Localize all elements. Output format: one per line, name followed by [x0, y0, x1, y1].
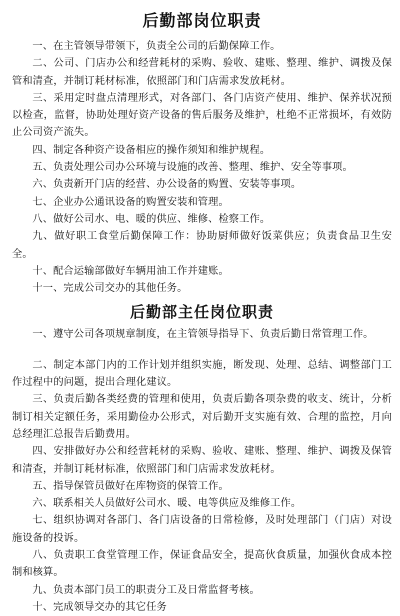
section1-item-11: 十一、完成公司交办的其他任务。: [32, 283, 188, 295]
section1-item-2: 二、公司、门店办公和经营耗材的采购、验收、建账、整理、维护、调拨及保管和清查，并制订耗材标准，依照部门和门店需求发放耗材。: [12, 58, 392, 87]
section1-item-10: 十、配合运输部做好车辆用油工作并建账。: [32, 265, 229, 277]
section2-item-8: 八、负责职工食堂管理工作，保证食品安全，提高伙食质量，加强伙食成本控制和核算。: [12, 550, 392, 579]
section2-item-5: 五、指导保管员做好在库物资的保管工作。: [32, 480, 229, 492]
section1-item-9: 九、做好职工食堂后勤保障工作：协助厨师做好饭菜供应；负责食品卫生安全。: [12, 231, 392, 260]
section1-item-3: 三、采用定时盘点清理形式，对各部门、各门店资产使用、维护、保养状况预以检查，监督，协助处理好资产设备的售后服务及维护，杜绝不正常损坏，有效防止公司资产流失。: [12, 92, 392, 139]
section2-item-9: 九、负责本部门员工的职责分工及日常监督考核。: [32, 584, 260, 596]
section2-title: 后勤部主任岗位职责: [129, 303, 274, 322]
section2-item-3: 三、负责后勤各类经费的管理和使用，负责后勤各项杂费的收支、统计，分析制订相关定额任务，采用勤俭办公形式，对后勤开支实施有效、合理的监控，月向总经理汇总报告后勤费用。: [12, 394, 392, 440]
section1-item-6: 六、负责新开门店的经营、办公设备的购置、安装等事项。: [32, 179, 302, 191]
paragraph-gap: [12, 344, 392, 357]
section2-item-2: 二、制定本部门内的工作计划并组织实施，断发现、处理、总结、调整部门工作过程中的问题，提出合理化建议。: [12, 359, 392, 389]
section1-list: [12, 38, 392, 297]
section1-item-1: 一、在主管领导带领下，负责全公司的后勤保障工作。: [32, 41, 281, 52]
section1-item-8: 八、做好公司水、电、暖的供应、维修、检察工作。: [32, 213, 271, 225]
section1-item-7: 七、企业办公通讯设备的购置安装和管理。: [32, 196, 229, 208]
section2-item-6: 六、联系相关人员做好公司水、暖、电等供应及维修工作。: [32, 498, 302, 510]
section1-title: 后勤部岗位职责: [142, 11, 262, 30]
section2-item-7: 七、组织协调对各部门、各门店设备的日常检修，及时处理部门（门店）对设施设备的投诉。: [12, 515, 392, 544]
section2-item-1: 一、遵守公司各项规章制度，在主管领导指导下、负责后勤日常管理工作。: [32, 329, 374, 341]
section1-item-4: 四、制定各种资产设备相应的操作须知和维护规程。: [32, 144, 271, 156]
section2-list: [12, 326, 392, 616]
section2-item-4: 四、安排做好办公和经营耗材的采购、验收、建账、整理、维护、调拨及保管和清查，并制订耗材标准，依照部门和门店需求发放耗材。: [12, 446, 392, 475]
section2-item-10: 十、完成领导交办的其它任务: [32, 601, 167, 613]
section1-item-5: 五、负责处理公司办公环境与设施的改善、整理、维护、安全等事项。: [32, 162, 353, 174]
